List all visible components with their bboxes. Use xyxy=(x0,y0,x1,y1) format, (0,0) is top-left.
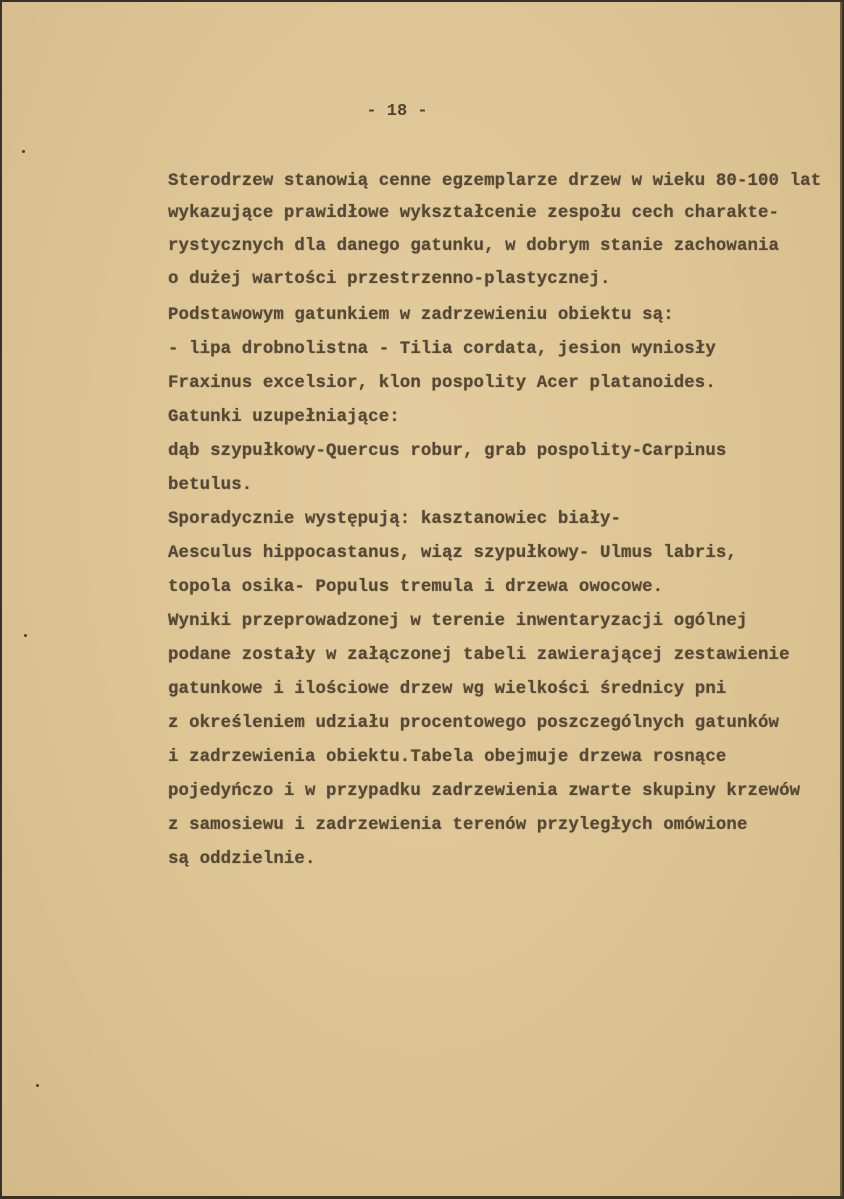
text-line: Aesculus hippocastanus, wiąz szypułkowy- Ulmus labris, xyxy=(168,544,737,563)
text-line: podane zostały w załączonej tabeli zawierającej zestawienie xyxy=(168,646,790,665)
text-line: betulus. xyxy=(168,476,253,495)
text-line: Podstawowym gatunkiem w zadrzewieniu obiektu są: xyxy=(168,306,674,325)
text-line: Fraxinus excelsior, klon pospolity Acer platanoides. xyxy=(168,374,716,393)
text-line: topola osika- Populus tremula i drzewa owocowe. xyxy=(168,578,664,597)
text-line: wykazujące prawidłowe wykształcenie zespołu cech charakte- xyxy=(168,204,780,223)
text-line: z określeniem udziału procentowego poszczególnych gatunków xyxy=(168,714,780,733)
text-line: pojedyńczo i w przypadku zadrzewienia zwarte skupiny krzewów xyxy=(168,782,801,801)
text-line: Sporadycznie występują: kasztanowiec biały- xyxy=(168,510,622,529)
punch-mark xyxy=(24,634,27,637)
text-line: Wyniki przeprowadzonej w terenie inwentaryzacji ogólnej xyxy=(168,612,748,631)
punch-mark xyxy=(36,1084,39,1087)
text-line: z samosiewu i zadrzewienia terenów przyległych omówione xyxy=(168,816,748,835)
text-line: gatunkowe i ilościowe drzew wg wielkości średnicy pni xyxy=(168,680,727,699)
text-line: dąb szypułkowy-Quercus robur, grab pospolity-Carpinus xyxy=(168,442,727,461)
text-line: Gatunki uzupełniające: xyxy=(168,408,400,427)
punch-mark xyxy=(22,150,25,153)
text-line: o dużej wartości przestrzenno-plastycznej. xyxy=(168,270,611,289)
document-page xyxy=(2,2,842,1196)
text-line: i zadrzewienia obiektu.Tabela obejmuje drzewa rosnące xyxy=(168,748,727,767)
text-line: rystycznych dla danego gatunku, w dobrym stanie zachowania xyxy=(168,237,780,256)
text-line: - lipa drobnolistna - Tilia cordata, jesion wyniosły xyxy=(168,340,716,359)
page-number: - 18 - xyxy=(366,102,428,121)
text-line: Sterodrzew stanowią cenne egzemplarze drzew w wieku 80-100 lat xyxy=(168,172,822,191)
text-line: są oddzielnie. xyxy=(168,850,316,869)
